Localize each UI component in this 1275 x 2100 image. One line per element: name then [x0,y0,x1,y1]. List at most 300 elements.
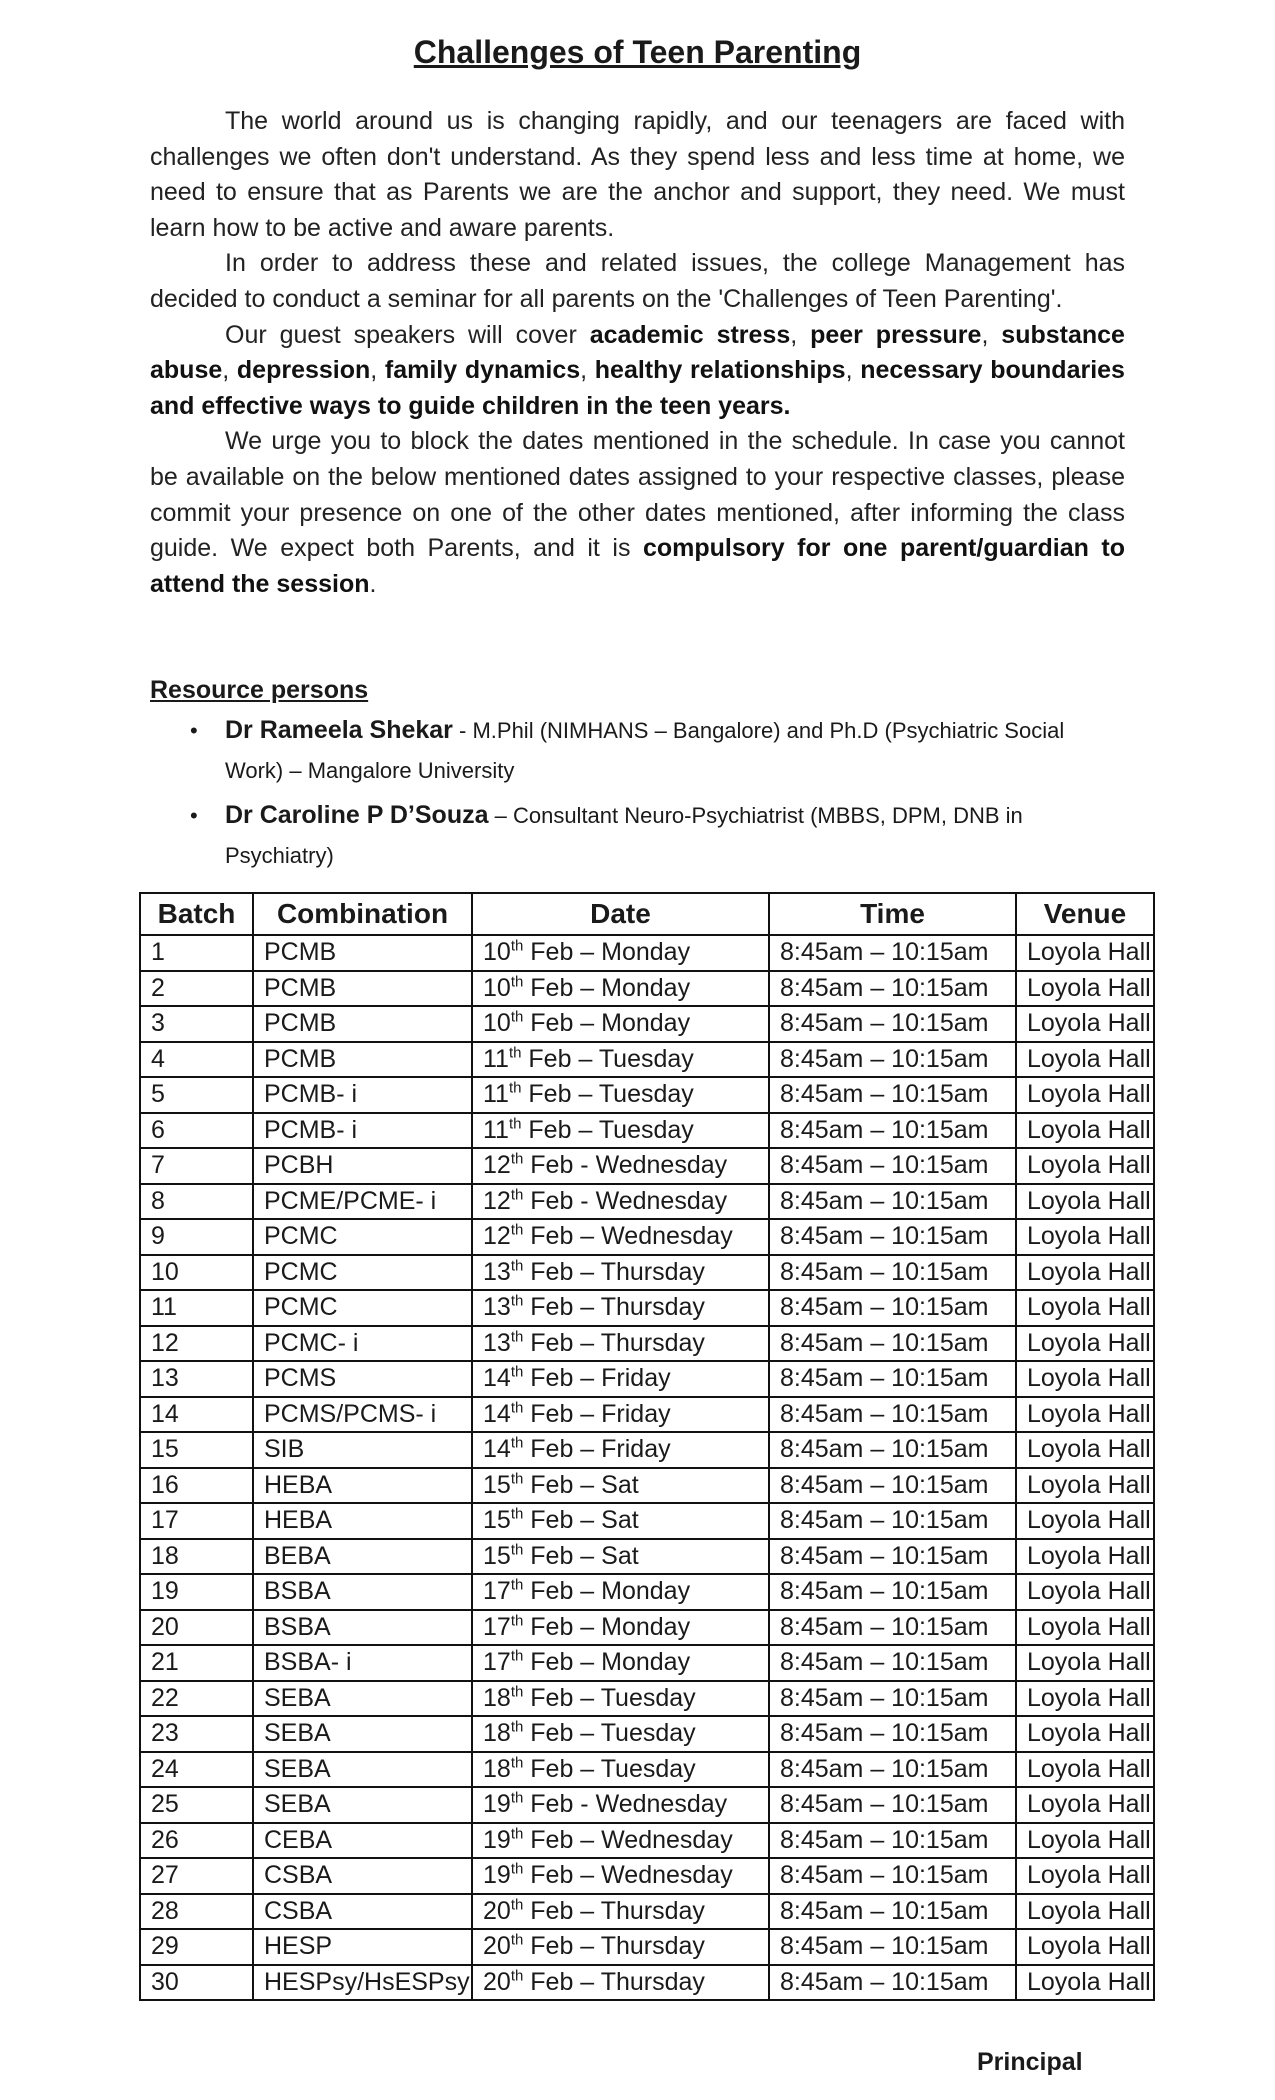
cell-combination: PCBH [253,1148,472,1184]
cell-time: 8:45am – 10:15am [769,1397,1016,1433]
cell-batch: 16 [140,1468,253,1504]
table-row [140,1503,1154,1539]
date-suffix: th [510,1434,524,1452]
paragraph-text: , [370,356,385,385]
cell-time: 8:45am – 10:15am [769,1255,1016,1291]
cell-batch: 18 [140,1539,253,1575]
cell-time: 8:45am – 10:15am [769,1326,1016,1362]
date-day: 15 [483,1470,511,1499]
cell-batch: 23 [140,1716,253,1752]
cell-date [472,1042,769,1078]
cell-venue: Loyola Hall [1016,1184,1154,1220]
date-day: 12 [483,1222,511,1251]
cell-date [472,1184,769,1220]
cell-combination: CSBA [253,1894,472,1930]
cell-date [472,1858,769,1894]
date-suffix: th [510,1150,524,1168]
table-row [140,1148,1154,1184]
date-rest: Feb – Tuesday [521,1115,694,1144]
cell-venue: Loyola Hall [1016,1894,1154,1930]
header-batch: Batch [140,893,253,935]
cell-date [472,1929,769,1965]
cell-combination: PCMC [253,1255,472,1291]
table-row [140,1823,1154,1859]
cell-venue: Loyola Hall [1016,1645,1154,1681]
date-suffix: th [510,1612,524,1630]
cell-venue: Loyola Hall [1016,1610,1154,1646]
cell-combination: PCMB [253,935,472,971]
date-suffix: th [508,1115,522,1133]
cell-date [472,1539,769,1575]
cell-time: 8:45am – 10:15am [769,1787,1016,1823]
date-rest: Feb – Thursday [523,1896,705,1925]
cell-combination: PCMB [253,1042,472,1078]
cell-date [472,935,769,971]
cell-batch: 7 [140,1148,253,1184]
cell-time: 8:45am – 10:15am [769,1432,1016,1468]
cell-combination: SEBA [253,1681,472,1717]
cell-batch: 8 [140,1184,253,1220]
date-suffix: th [510,1292,524,1310]
resource-person-item [150,712,1110,792]
paragraph-text: , [845,356,861,385]
resource-person-name: Dr Rameela Shekar [225,716,453,744]
table-row [140,1113,1154,1149]
cell-time: 8:45am – 10:15am [769,1503,1016,1539]
table-row [140,1184,1154,1220]
cell-batch: 29 [140,1929,253,1965]
date-day: 13 [483,1293,511,1322]
cell-venue: Loyola Hall [1016,971,1154,1007]
cell-combination: PCMC- i [253,1326,472,1362]
cell-venue: Loyola Hall [1016,1965,1154,2001]
table-row [140,1326,1154,1362]
cell-time: 8:45am – 10:15am [769,971,1016,1007]
table-header-row [140,893,1154,935]
table-row [140,1965,1154,2001]
body-paragraph [150,424,1125,602]
date-day: 17 [483,1577,511,1606]
bullet-icon: • [190,718,198,743]
cell-venue: Loyola Hall [1016,1823,1154,1859]
cell-time: 8:45am – 10:15am [769,1858,1016,1894]
table-row [140,1006,1154,1042]
date-rest: Feb – Monday [523,973,691,1002]
cell-time: 8:45am – 10:15am [769,1006,1016,1042]
cell-venue: Loyola Hall [1016,1432,1154,1468]
emphasis-text: compulsory for one parent/guardian to attend the session [150,534,1126,598]
cell-time: 8:45am – 10:15am [769,1042,1016,1078]
cell-venue: Loyola Hall [1016,1468,1154,1504]
date-rest: Feb – Friday [523,1435,671,1464]
cell-date [472,1716,769,1752]
cell-date [472,1574,769,1610]
resource-person-details: - M.Phil (NIMHANS – Bangalore) and Ph.D (Psychiatric Social Work) – Mangalore University [225,718,1065,783]
date-day: 13 [483,1257,511,1286]
cell-time: 8:45am – 10:15am [769,1965,1016,2001]
cell-time: 8:45am – 10:15am [769,1716,1016,1752]
cell-combination: PCMB- i [253,1113,472,1149]
date-suffix: th [510,1541,524,1559]
cell-combination: BSBA- i [253,1645,472,1681]
date-day: 19 [483,1790,511,1819]
cell-combination: HESPsy/HsESPsy [253,1965,472,2001]
date-rest: Feb – Monday [523,1577,691,1606]
cell-venue: Loyola Hall [1016,1787,1154,1823]
date-day: 15 [483,1541,511,1570]
notice-body [150,104,1125,602]
date-rest: Feb – Friday [523,1364,671,1393]
cell-combination: SIB [253,1432,472,1468]
cell-combination: SEBA [253,1787,472,1823]
cell-date [472,1255,769,1291]
date-rest: Feb – Thursday [523,1257,705,1286]
cell-batch: 21 [140,1645,253,1681]
date-rest: Feb – Sat [523,1470,639,1499]
date-day: 17 [483,1648,511,1677]
emphasis-text: depression [236,356,371,385]
emphasis-text: necessary boundaries and effective ways to guide children in the teen years. [150,356,1125,420]
paragraph-text: , [580,356,595,385]
cell-date [472,1113,769,1149]
cell-time: 8:45am – 10:15am [769,1468,1016,1504]
emphasis-text: peer pressure [810,320,982,349]
date-rest: Feb – Tuesday [523,1719,696,1748]
date-day: 11 [483,1115,509,1144]
cell-venue: Loyola Hall [1016,1113,1154,1149]
cell-date [472,1681,769,1717]
date-rest: Feb – Tuesday [521,1044,694,1073]
schedule-table [139,892,1155,2001]
cell-venue: Loyola Hall [1016,1929,1154,1965]
body-paragraph [150,104,1125,246]
cell-combination: PCMC [253,1219,472,1255]
table-row [140,1716,1154,1752]
date-day: 18 [483,1719,511,1748]
date-rest: Feb – Sat [523,1541,639,1570]
date-rest: Feb – Friday [523,1399,671,1428]
cell-combination: PCME/PCME- i [253,1184,472,1220]
date-suffix: th [510,1221,524,1239]
cell-date [472,1077,769,1113]
date-rest: Feb – Thursday [523,1328,705,1357]
date-day: 11 [483,1044,509,1073]
date-rest: Feb - Wednesday [523,1790,728,1819]
cell-batch: 25 [140,1787,253,1823]
cell-date [472,1326,769,1362]
date-rest: Feb – Tuesday [523,1754,696,1783]
cell-combination: PCMS [253,1361,472,1397]
resource-persons-heading: Resource persons [150,676,369,704]
date-day: 19 [483,1825,511,1854]
cell-combination: PCMB- i [253,1077,472,1113]
cell-time: 8:45am – 10:15am [769,1077,1016,1113]
cell-date [472,1148,769,1184]
paragraph-text: . [369,569,377,598]
cell-batch: 6 [140,1113,253,1149]
body-paragraph [150,318,1125,425]
cell-venue: Loyola Hall [1016,1503,1154,1539]
table-row [140,1290,1154,1326]
cell-date [472,1006,769,1042]
cell-combination: PCMB [253,971,472,1007]
cell-date [472,1468,769,1504]
date-rest: Feb – Wednesday [523,1825,733,1854]
cell-batch: 17 [140,1503,253,1539]
cell-date [472,1610,769,1646]
cell-batch: 19 [140,1574,253,1610]
table-row [140,1858,1154,1894]
cell-time: 8:45am – 10:15am [769,1184,1016,1220]
cell-batch: 12 [140,1326,253,1362]
date-day: 18 [483,1754,511,1783]
cell-combination: SEBA [253,1752,472,1788]
cell-date [472,1787,769,1823]
date-suffix: th [510,1257,524,1275]
header-combination: Combination [253,893,472,935]
date-suffix: th [510,1896,524,1914]
cell-combination: SEBA [253,1716,472,1752]
date-suffix: th [510,1683,524,1701]
paragraph-text: , [790,320,811,349]
cell-batch: 3 [140,1006,253,1042]
date-day: 20 [483,1932,511,1961]
table-row [140,1219,1154,1255]
date-suffix: th [510,1825,524,1843]
date-suffix: th [510,1754,524,1772]
date-day: 11 [483,1080,509,1109]
paragraph-text: Our guest speakers will cover [225,320,590,349]
date-suffix: th [510,1008,524,1026]
cell-time: 8:45am – 10:15am [769,1894,1016,1930]
date-rest: Feb – Sat [523,1506,639,1535]
cell-venue: Loyola Hall [1016,1326,1154,1362]
table-row [140,1255,1154,1291]
cell-venue: Loyola Hall [1016,1006,1154,1042]
date-suffix: th [508,1079,522,1097]
date-day: 10 [483,973,511,1002]
date-suffix: th [510,1505,524,1523]
paragraph-text: In order to address these and related issues, the college Management has decided to conduct a seminar for all parents on the 'Challenges of Teen Parenting'. [150,249,1125,313]
date-day: 12 [483,1151,511,1180]
date-rest: Feb – Thursday [523,1293,705,1322]
cell-combination: PCMB [253,1006,472,1042]
table-row [140,1042,1154,1078]
date-suffix: th [510,1328,524,1346]
cell-time: 8:45am – 10:15am [769,1752,1016,1788]
signature-principal: Principal [977,2048,1083,2076]
table-row [140,1752,1154,1788]
cell-time: 8:45am – 10:15am [769,1113,1016,1149]
cell-date [472,1965,769,2001]
cell-venue: Loyola Hall [1016,1397,1154,1433]
date-day: 12 [483,1186,511,1215]
table-row [140,1645,1154,1681]
table-row [140,1894,1154,1930]
cell-batch: 24 [140,1752,253,1788]
resource-persons-list [150,712,1110,882]
date-rest: Feb – Wednesday [523,1222,733,1251]
cell-venue: Loyola Hall [1016,1148,1154,1184]
cell-combination: CEBA [253,1823,472,1859]
date-rest: Feb – Monday [523,1612,691,1641]
date-day: 10 [483,1009,511,1038]
cell-venue: Loyola Hall [1016,1539,1154,1575]
date-day: 14 [483,1435,511,1464]
date-day: 20 [483,1896,511,1925]
date-suffix: th [510,1967,524,1985]
cell-combination: BSBA [253,1574,472,1610]
date-day: 19 [483,1861,511,1890]
cell-date [472,1503,769,1539]
header-date: Date [472,893,769,935]
date-day: 14 [483,1399,511,1428]
cell-batch: 14 [140,1397,253,1433]
table-row [140,1610,1154,1646]
paragraph-text: , [981,320,1002,349]
cell-combination: PCMC [253,1290,472,1326]
cell-date [472,1219,769,1255]
date-suffix: th [508,1044,522,1062]
table-row [140,971,1154,1007]
cell-time: 8:45am – 10:15am [769,1574,1016,1610]
date-suffix: th [510,1718,524,1736]
cell-batch: 27 [140,1858,253,1894]
date-day: 13 [483,1328,511,1357]
cell-date [472,971,769,1007]
cell-combination: HEBA [253,1468,472,1504]
cell-batch: 10 [140,1255,253,1291]
table-row [140,1077,1154,1113]
bullet-icon: • [190,803,198,828]
cell-venue: Loyola Hall [1016,935,1154,971]
cell-time: 8:45am – 10:15am [769,1645,1016,1681]
date-rest: Feb - Wednesday [523,1151,728,1180]
resource-person-details: – Consultant Neuro-Psychiatrist (MBBS, DPM, DNB in Psychiatry) [225,803,1023,868]
body-paragraph [150,246,1125,317]
cell-venue: Loyola Hall [1016,1219,1154,1255]
date-day: 10 [483,938,511,967]
cell-batch: 11 [140,1290,253,1326]
resource-person-name: Dr Caroline P D’Souza [225,801,489,829]
emphasis-text: healthy relationships [594,356,846,385]
date-rest: Feb – Monday [523,1648,691,1677]
date-suffix: th [510,1931,524,1949]
date-suffix: th [510,937,524,955]
cell-venue: Loyola Hall [1016,1574,1154,1610]
cell-venue: Loyola Hall [1016,1858,1154,1894]
cell-venue: Loyola Hall [1016,1361,1154,1397]
date-suffix: th [510,1470,524,1488]
cell-venue: Loyola Hall [1016,1752,1154,1788]
cell-time: 8:45am – 10:15am [769,1361,1016,1397]
cell-combination: BEBA [253,1539,472,1575]
cell-batch: 13 [140,1361,253,1397]
date-suffix: th [510,1860,524,1878]
paragraph-text: The world around us is changing rapidly, and our teenagers are faced with challenges we often don't understand. As they spend less and less time at home, we need to ensure that as Parents we are the anchor and support, they need. We must learn how to be active and aware parents. [150,107,1125,242]
date-rest: Feb – Tuesday [523,1683,696,1712]
date-suffix: th [510,973,524,991]
emphasis-text: substance abuse [150,320,1125,385]
cell-time: 8:45am – 10:15am [769,1290,1016,1326]
table-row [140,935,1154,971]
table-row [140,1787,1154,1823]
cell-batch: 4 [140,1042,253,1078]
cell-batch: 1 [140,935,253,971]
header-venue: Venue [1016,893,1154,935]
date-day: 20 [483,1967,511,1996]
cell-time: 8:45am – 10:15am [769,935,1016,971]
date-suffix: th [510,1186,524,1204]
cell-venue: Loyola Hall [1016,1716,1154,1752]
resource-person-item [150,797,1110,877]
date-rest: Feb – Monday [523,938,691,967]
table-row [140,1432,1154,1468]
cell-batch: 30 [140,1965,253,2001]
cell-batch: 28 [140,1894,253,1930]
date-rest: Feb – Monday [523,1009,691,1038]
cell-date [472,1290,769,1326]
date-day: 15 [483,1506,511,1535]
paragraph-text: We urge you to block the dates mentioned in the schedule. In case you cannot be available on the below mentioned dates assigned to your respective classes, please commit your presence on one of the other dates mentioned, after informing the class guide. We expect both Parents, and it is [150,427,1125,563]
date-rest: Feb – Wednesday [523,1861,733,1890]
cell-batch: 5 [140,1077,253,1113]
cell-batch: 22 [140,1681,253,1717]
cell-time: 8:45am – 10:15am [769,1539,1016,1575]
schedule-table-body [140,935,1154,2000]
cell-time: 8:45am – 10:15am [769,1148,1016,1184]
date-suffix: th [510,1576,524,1594]
cell-batch: 9 [140,1219,253,1255]
date-rest: Feb – Tuesday [521,1080,694,1109]
cell-time: 8:45am – 10:15am [769,1681,1016,1717]
cell-batch: 2 [140,971,253,1007]
table-row [140,1397,1154,1433]
date-day: 18 [483,1683,511,1712]
table-row [140,1361,1154,1397]
cell-time: 8:45am – 10:15am [769,1219,1016,1255]
date-suffix: th [510,1647,524,1665]
cell-date [472,1752,769,1788]
cell-date [472,1397,769,1433]
date-rest: Feb – Thursday [523,1967,705,1996]
cell-date [472,1823,769,1859]
emphasis-text: academic stress [589,320,791,349]
date-day: 14 [483,1364,511,1393]
cell-date [472,1432,769,1468]
cell-time: 8:45am – 10:15am [769,1929,1016,1965]
cell-time: 8:45am – 10:15am [769,1610,1016,1646]
cell-time: 8:45am – 10:15am [769,1823,1016,1859]
cell-batch: 15 [140,1432,253,1468]
cell-combination: PCMS/PCMS- i [253,1397,472,1433]
date-rest: Feb – Thursday [523,1932,705,1961]
date-suffix: th [510,1399,524,1417]
table-row [140,1574,1154,1610]
cell-batch: 26 [140,1823,253,1859]
date-rest: Feb - Wednesday [523,1186,728,1215]
table-row [140,1468,1154,1504]
cell-combination: HESP [253,1929,472,1965]
paragraph-text: , [222,356,237,385]
cell-venue: Loyola Hall [1016,1681,1154,1717]
cell-combination: BSBA [253,1610,472,1646]
header-time: Time [769,893,1016,935]
cell-combination: HEBA [253,1503,472,1539]
cell-batch: 20 [140,1610,253,1646]
date-suffix: th [510,1363,524,1381]
cell-venue: Loyola Hall [1016,1255,1154,1291]
